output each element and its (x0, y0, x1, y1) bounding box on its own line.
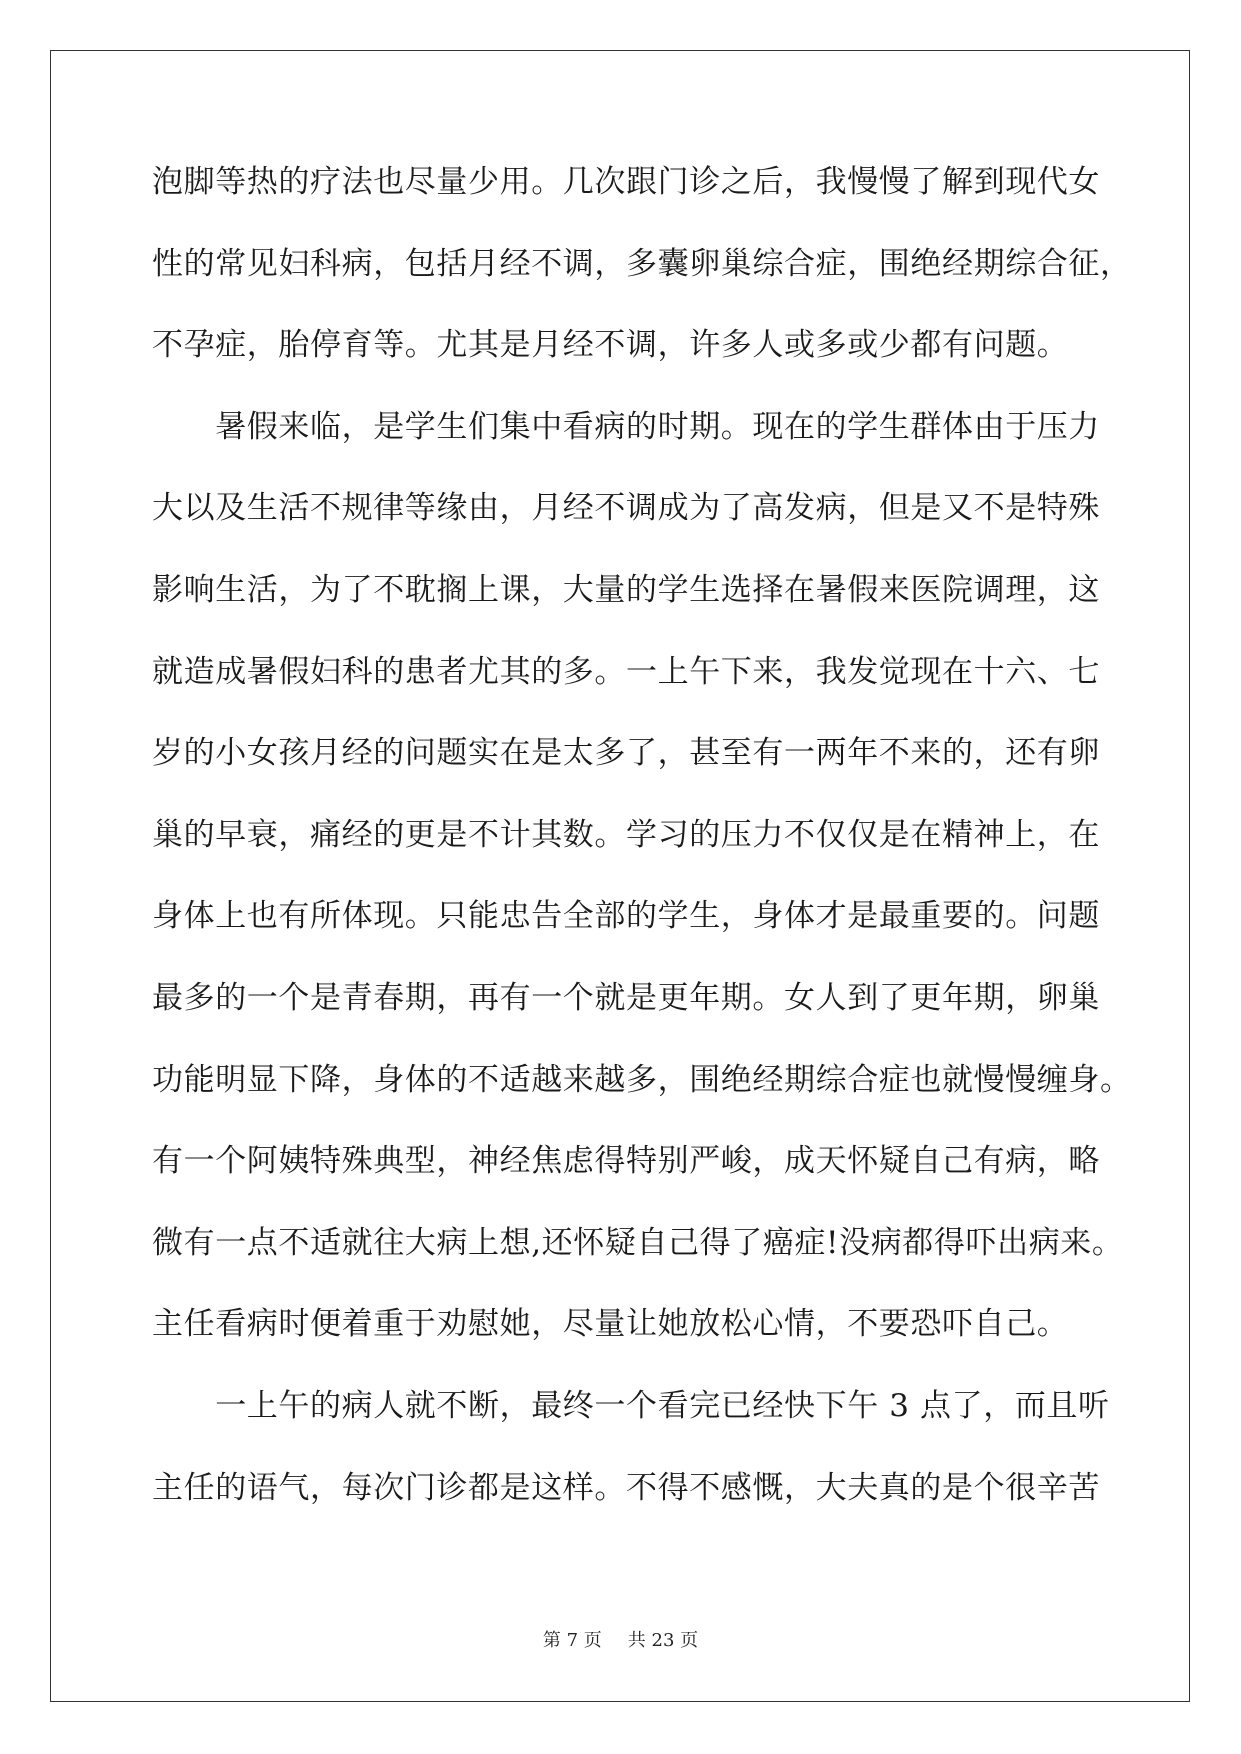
text-line: 功能明显下降，身体的不适越来越多，围绝经期综合症也就慢慢缠身。 (152, 1061, 1132, 1098)
text-line: 性的常见妇科病，包括月经不调，多囊卵巢综合症，围绝经期综合征， (152, 245, 1132, 282)
text-line: 大以及生活不规律等缘由，月经不调成为了高发病，但是又不是特殊 (152, 490, 1100, 527)
text-line: 身体上也有所体现。只能忠告全部的学生，身体才是最重要的。问题 (152, 898, 1100, 935)
text-line: 就造成暑假妇科的患者尤其的多。一上午下来，我发觉现在十六、七 (152, 653, 1100, 690)
text-line: 影响生活，为了不耽搁上课，大量的学生选择在暑假来医院调理，这 (152, 571, 1100, 608)
page-footer (0, 1626, 1241, 1652)
page-total: 共 23 页 (627, 1630, 699, 1651)
text-line: 主任的语气，每次门诊都是这样。不得不感慨，大夫真的是个很辛苦 (152, 1469, 1100, 1506)
text-line: 微有一点不适就往大病上想,还怀疑自己得了癌症!没病都得吓出病来。 (152, 1224, 1124, 1261)
text-line: 泡脚等热的疗法也尽量少用。几次跟门诊之后，我慢慢了解到现代女 (152, 164, 1100, 200)
text-line: 一上午的病人就不断，最终一个看完已经快下午 3 点了，而且听 (152, 1387, 1110, 1424)
text-line: 岁的小女孩月经的问题实在是太多了，甚至有一两年不来的，还有卵 (152, 735, 1100, 772)
page-number: 第 7 页 (542, 1630, 602, 1651)
text-line: 暑假来临，是学生们集中看病的时期。现在的学生群体由于压力 (152, 408, 1100, 445)
text-line: 有一个阿姨特殊典型，神经焦虑得特别严峻，成天怀疑自己有病，略 (152, 1143, 1100, 1180)
text-line: 巢的早衰，痛经的更是不计其数。学习的压力不仅仅是在精神上，在 (152, 816, 1100, 853)
text-line: 不孕症，胎停育等。尤其是月经不调，许多人或多或少都有问题。 (152, 327, 1069, 364)
text-line: 最多的一个是青春期，再有一个就是更年期。女人到了更年期，卵巢 (152, 979, 1100, 1016)
text-line: 主任看病时便着重于劝慰她，尽量让她放松心情，不要恐吓自己。 (152, 1306, 1069, 1343)
body-text (152, 160, 1132, 1547)
